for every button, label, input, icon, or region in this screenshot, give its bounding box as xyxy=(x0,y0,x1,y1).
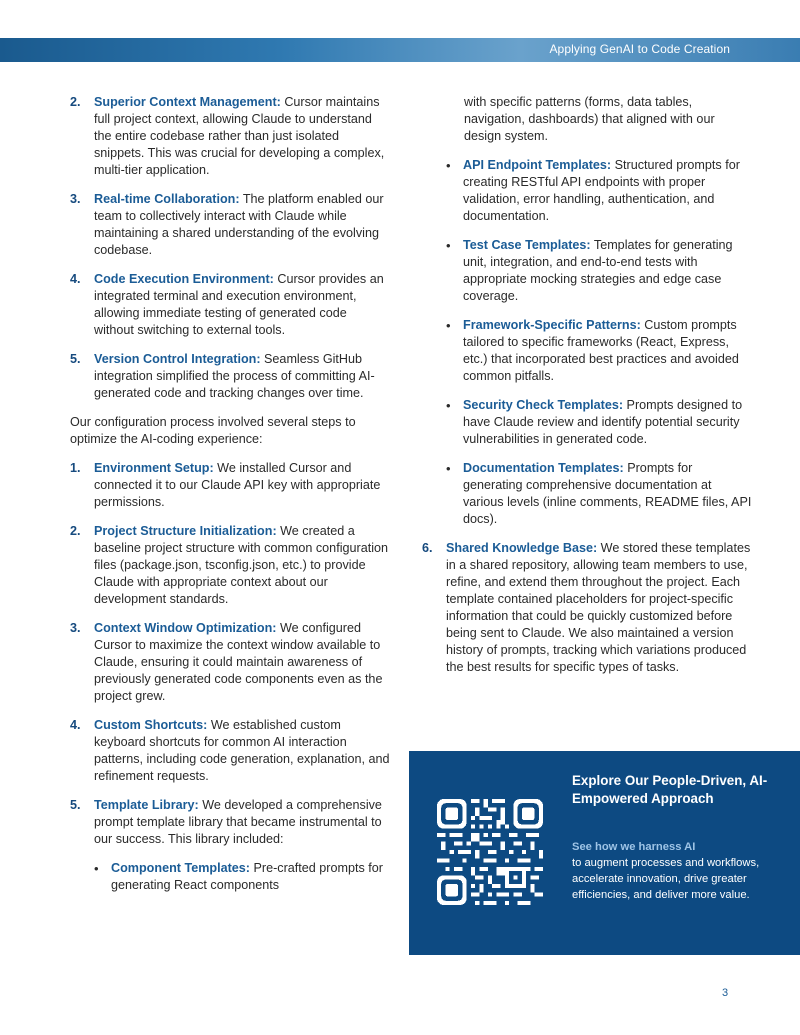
list-text: We developed a comprehensive prompt template library that became instrumental to our success. This library included: xyxy=(94,798,382,846)
list-number: 6. xyxy=(422,541,433,555)
bullet-term: API Endpoint Templates: xyxy=(463,158,612,172)
bullet-item xyxy=(446,317,752,385)
list-number: 2. xyxy=(70,524,81,538)
bullet-continuation: with specific patterns (forms, data tables, navigation, dashboards) that aligned with our design system. xyxy=(464,95,715,143)
list-item xyxy=(422,540,752,676)
cta-description xyxy=(572,839,762,903)
list-text: We created a baseline project structure with common configuration files (package.json, tsconfig.json, etc.) to provide Claude with appropriate context about our development standards. xyxy=(94,524,388,606)
bullet-text: Prompts designed to have Claude review and identify potential security vulnerabilities in generated code. xyxy=(463,398,743,446)
list-item xyxy=(70,460,390,511)
left-column xyxy=(70,94,390,906)
bullet-item xyxy=(446,237,752,305)
list-text: The platform enabled our team to collectively interact with Claude while maintaining a shared understanding of the evolving codebase. xyxy=(94,192,384,257)
bullet-item xyxy=(94,860,390,894)
list-item xyxy=(70,523,390,608)
list-term: Shared Knowledge Base: xyxy=(446,541,598,555)
cta-heading: Explore Our People-Driven, AI-Empowered Approach xyxy=(572,773,768,806)
qr-code-icon[interactable] xyxy=(437,799,543,905)
list-number: 5. xyxy=(70,798,81,812)
list-term: Environment Setup: xyxy=(94,461,214,475)
list-item xyxy=(70,191,390,259)
right-column xyxy=(422,94,752,688)
intro-paragraph: Our configuration process involved several steps to optimize the AI-coding experience: xyxy=(70,415,356,446)
bullet-icon: • xyxy=(446,318,451,333)
bullet-text: Structured prompts for creating RESTful API endpoints with proper validation, error handling, authentication, and documentation. xyxy=(463,158,740,223)
bullet-term: Test Case Templates: xyxy=(463,238,591,252)
bullet-icon: • xyxy=(94,861,99,876)
bullet-text: Templates for generating unit, integration, and end-to-end tests with appropriate mocking strategies and edge case coverage. xyxy=(463,238,733,303)
list-item xyxy=(70,271,390,339)
bullet-icon: • xyxy=(446,158,451,173)
list-term: Context Window Optimization: xyxy=(94,621,277,635)
list-text: Seamless GitHub integration simplified the process of committing AI-generated code and tracking changes over time. xyxy=(94,352,375,400)
list-text: Cursor provides an integrated terminal and execution environment, allowing immediate testing of generated code without switching to external tools. xyxy=(94,272,384,337)
list-item xyxy=(70,717,390,785)
list-number: 5. xyxy=(70,352,81,366)
list-item xyxy=(70,797,390,848)
list-term: Version Control Integration: xyxy=(94,352,261,366)
template-bullet-list-continued xyxy=(446,157,752,528)
list-term: Superior Context Management: xyxy=(94,95,281,109)
list-text: We installed Cursor and connected it to our Claude API key with appropriate permissions. xyxy=(94,461,381,509)
list-item xyxy=(70,351,390,402)
page-number: 3 xyxy=(722,987,729,999)
bullet-term: Documentation Templates: xyxy=(463,461,624,475)
list-text: We configured Cursor to maximize the context window available to Claude, ensuring it could maintain awareness of previously generated code components even as the project grew. xyxy=(94,621,383,703)
list-term: Code Execution Environment: xyxy=(94,272,274,286)
list-term: Template Library: xyxy=(94,798,199,812)
list-text: We established custom keyboard shortcuts for common AI interaction patterns, including code generation, explanation, and refinement requests. xyxy=(94,718,390,783)
running-header-title: Applying GenAI to Code Creation xyxy=(549,42,730,56)
bullet-text: Custom prompts tailored to specific frameworks (React, Express, etc.) that incorporated best practices and avoided common pitfalls. xyxy=(463,318,739,383)
bullet-term: Framework-Specific Patterns: xyxy=(463,318,641,332)
bullet-item xyxy=(446,460,752,528)
list-number: 3. xyxy=(70,192,81,206)
list-term: Project Structure Initialization: xyxy=(94,524,277,538)
list-item xyxy=(70,620,390,705)
list-term: Custom Shortcuts: xyxy=(94,718,208,732)
list-number: 3. xyxy=(70,621,81,635)
header-band xyxy=(0,38,800,62)
bullet-term: Security Check Templates: xyxy=(463,398,624,412)
cta-body: to augment processes and workflows, accelerate innovation, drive greater efficiencies, and deliver more value. xyxy=(572,857,760,901)
bullet-text: Pre-crafted prompts for generating React components xyxy=(111,861,383,892)
bullet-icon: • xyxy=(446,461,451,476)
list-number: 4. xyxy=(70,718,81,732)
list-number: 1. xyxy=(70,461,81,475)
bullet-term: Component Templates: xyxy=(111,861,251,875)
bullet-item xyxy=(446,397,752,448)
bullet-icon: • xyxy=(446,238,451,253)
cta-panel xyxy=(409,751,800,955)
list-term: Real-time Collaboration: xyxy=(94,192,240,206)
list-number: 2. xyxy=(70,95,81,109)
list-text: Cursor maintains full project context, allowing Claude to understand the entire codebase rather than just isolated snippets. This was crucial for developing a complex, multi-tier application. xyxy=(94,95,385,177)
bullet-item xyxy=(446,157,752,225)
cta-lead: See how we harness AI xyxy=(572,841,696,853)
bullet-text: Prompts for generating comprehensive documentation at various levels (inline comments, README files, API docs). xyxy=(463,461,752,526)
list-item xyxy=(70,94,390,179)
template-bullet-list xyxy=(94,860,390,894)
list-number: 4. xyxy=(70,272,81,286)
list-text: We stored these templates in a shared repository, allowing team members to use, refine, and extend them throughout the project. Each template contained placeholders for project-specific information that could be quickly customized before being sent to Claude. We also maintained a version history of prompts, tracking which variations produced the best results for specific types of tasks. xyxy=(446,541,751,674)
bullet-icon: • xyxy=(446,398,451,413)
